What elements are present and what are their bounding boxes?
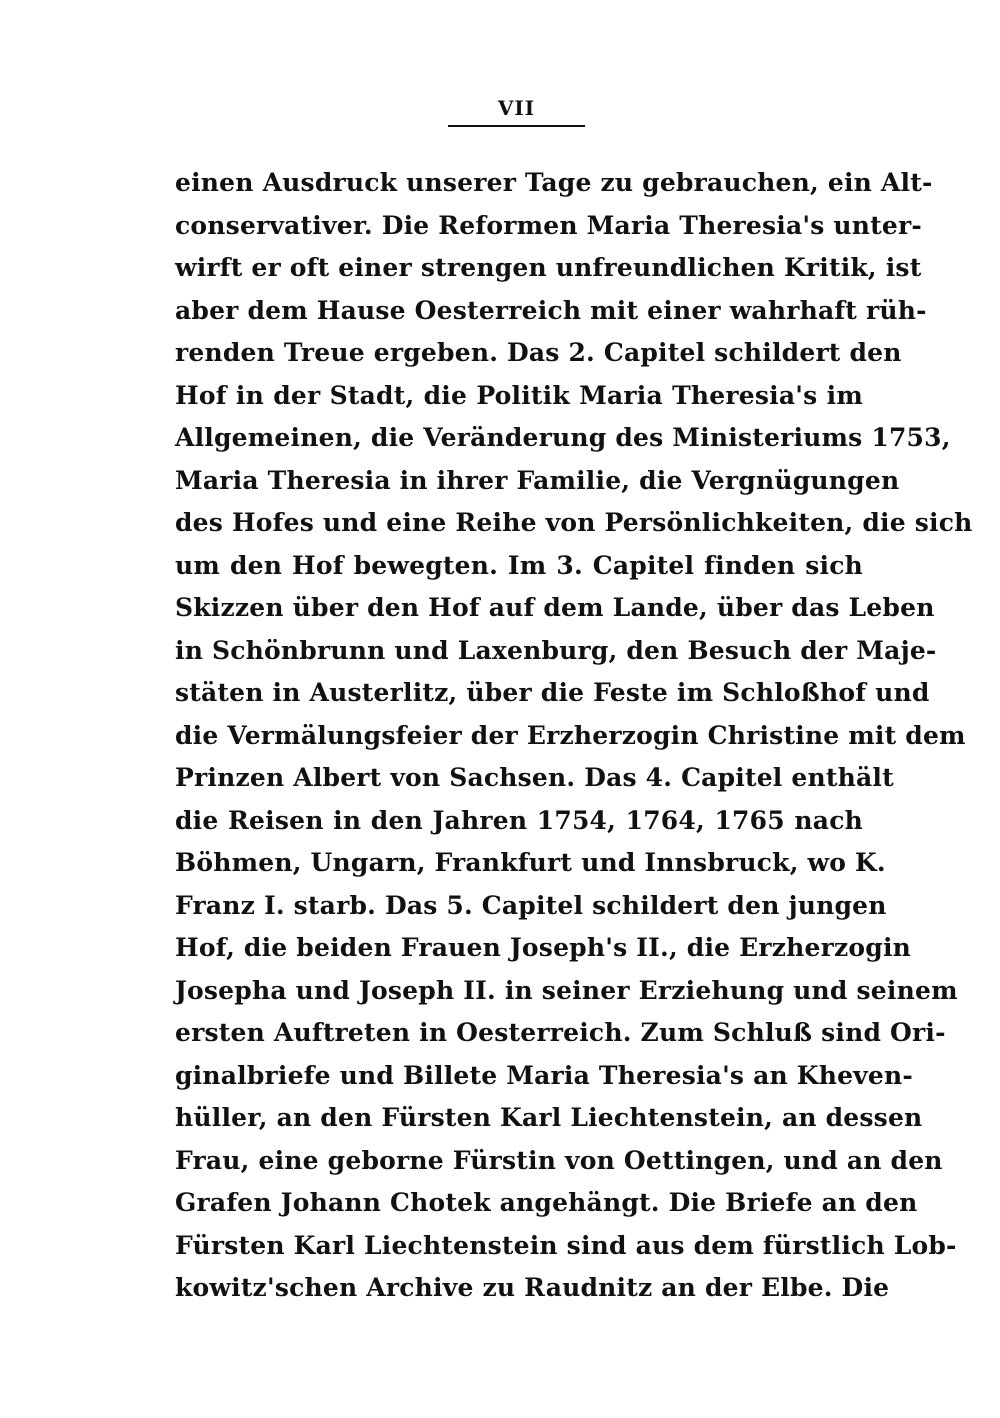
text-line: renden Treue ergeben. Das 2. Capitel schildert den	[175, 338, 902, 367]
text-line: Josepha und Joseph II. in seiner Erziehung und seinem	[175, 975, 958, 1005]
header-rule	[448, 125, 585, 127]
text-line: Allgemeinen, die Veränderung des Ministeriums 1753,	[175, 423, 951, 452]
text-line: Franz I. starb. Das 5. Capitel schildert den jungen	[175, 890, 887, 920]
text-line: Fürsten Karl Liechtenstein sind aus dem fürstlich Lob-	[175, 1230, 957, 1260]
text-line: die Vermälungsfeier der Erzherzogin Christine mit dem	[175, 720, 966, 750]
text-line: ginalbriefe und Billete Maria Theresia's an Kheven-	[175, 1060, 913, 1090]
text-line: die Reisen in den Jahren 1754, 1764, 1765 nach	[175, 805, 863, 835]
text-line: Maria Theresia in ihrer Familie, die Vergnügungen	[175, 465, 900, 495]
text-line: Prinzen Albert von Sachsen. Das 4. Capitel enthält	[175, 763, 894, 792]
text-line: um den Hof bewegten. Im 3. Capitel finden sich	[175, 550, 863, 580]
text-line: Skizzen über den Hof auf dem Lande, über das Leben	[175, 593, 935, 622]
text-line: des Hofes und eine Reihe von Persönlichkeiten, die sich	[175, 508, 973, 537]
body-text	[175, 162, 973, 1310]
text-line: stäten in Austerlitz, über die Feste im Schloßhof und	[175, 678, 930, 707]
text-line: ersten Auftreten in Oesterreich. Zum Schluß sind Ori-	[175, 1018, 946, 1047]
page-number: VII	[497, 96, 536, 120]
text-line: Hof, die beiden Frauen Joseph's II., die Erzherzogin	[175, 933, 912, 962]
text-line: Hof in der Stadt, die Politik Maria Theresia's im	[175, 380, 863, 410]
text-line: kowitz'schen Archive zu Raudnitz an der Elbe. Die	[175, 1273, 890, 1302]
text-line: conservativer. Die Reformen Maria Theresia's unter-	[175, 210, 922, 240]
text-line: einen Ausdruck unserer Tage zu gebrauchen, ein Alt-	[175, 168, 933, 197]
text-line: in Schönbrunn und Laxenburg, den Besuch der Maje-	[175, 635, 937, 665]
text-line: aber dem Hause Oesterreich mit einer wahrhaft rüh-	[175, 295, 927, 325]
text-line: Grafen Johann Chotek angehängt. Die Briefe an den	[175, 1188, 918, 1217]
text-line: hüller, an den Fürsten Karl Liechtenstein, an dessen	[175, 1103, 923, 1132]
text-line: wirft er oft einer strengen unfreundlichen Kritik, ist	[175, 253, 922, 282]
text-line: Frau, eine geborne Fürstin von Oettingen, und an den	[175, 1145, 943, 1175]
text-line: Böhmen, Ungarn, Frankfurt und Innsbruck, wo K.	[175, 848, 886, 877]
